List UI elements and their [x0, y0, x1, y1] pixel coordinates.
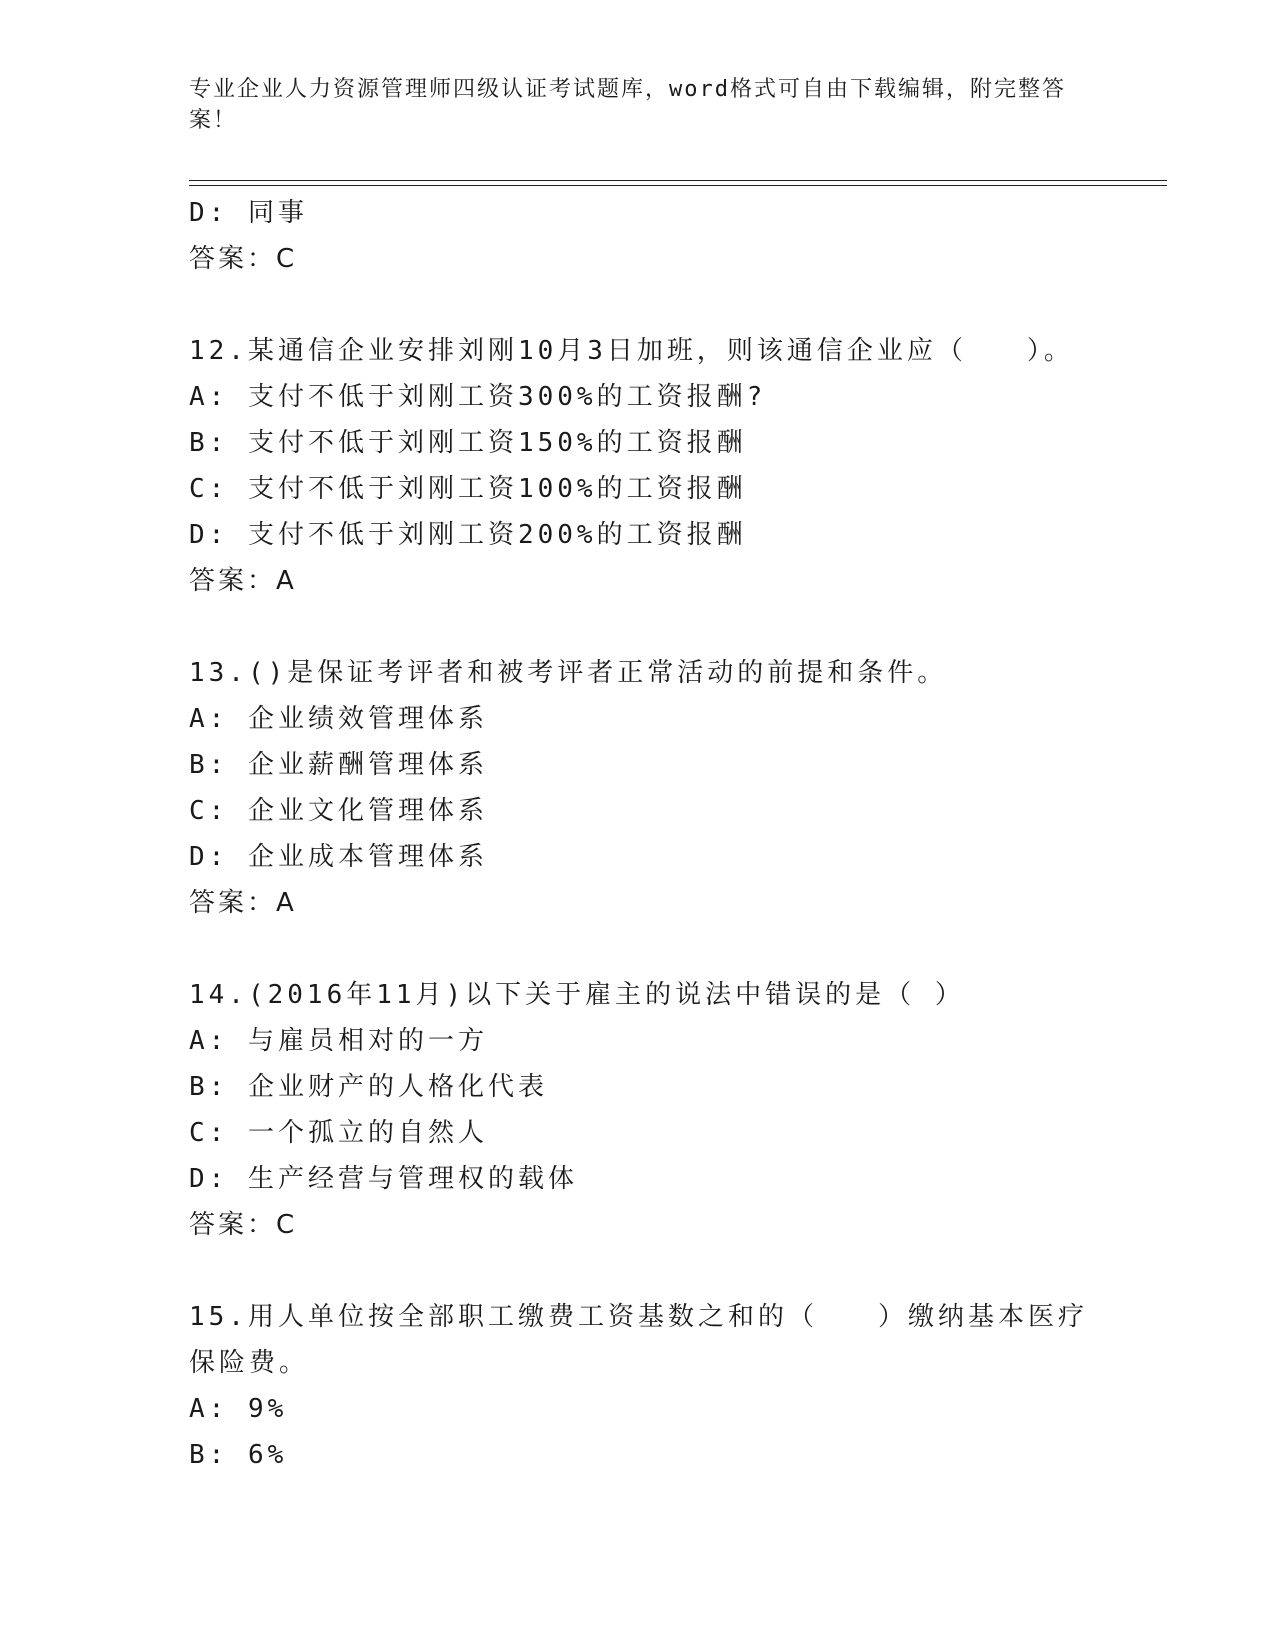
option-d: D: 同事: [189, 198, 308, 228]
answer-line: 答案：C: [189, 244, 298, 274]
spacer: [189, 282, 1089, 328]
question-text: 13.()是保证考评者和被考评者正常活动的前提和条件。: [189, 658, 948, 688]
question-text: 14.(2016年11月)以下关于雇主的说法中错误的是（ ）: [189, 980, 965, 1010]
option-d: D: 支付不低于刘刚工资200%的工资报酬: [189, 520, 747, 550]
option-c: C: 一个孤立的自然人: [189, 1118, 488, 1148]
question-text: 15.用人单位按全部职工缴费工资基数之和的（ ）缴纳基本医疗保险费。: [189, 1302, 1088, 1378]
option-b: B: 6%: [189, 1440, 288, 1470]
option-b: B: 企业薪酬管理体系: [189, 750, 488, 780]
option-d: D: 企业成本管理体系: [189, 842, 488, 872]
option-a: A: 9%: [189, 1394, 288, 1424]
option-b: B: 支付不低于刘刚工资150%的工资报酬: [189, 428, 747, 458]
header-divider-top: [189, 180, 1167, 181]
spacer: [189, 926, 1089, 972]
option-d: D: 生产经营与管理权的载体: [189, 1164, 578, 1194]
option-a: A: 与雇员相对的一方: [189, 1026, 488, 1056]
answer-line: 答案：A: [189, 566, 297, 596]
option-a: A: 支付不低于刘刚工资300%的工资报酬?: [189, 382, 767, 412]
question-text: 12.某通信企业安排刘刚10月3日加班，则该通信企业应（ ）。: [189, 336, 1074, 366]
answer-line: 答案：A: [189, 888, 297, 918]
header-divider-bottom: [189, 185, 1167, 186]
option-b: B: 企业财产的人格化代表: [189, 1072, 548, 1102]
question-list: [189, 190, 1089, 1478]
spacer: [189, 604, 1089, 650]
answer-line: 答案：C: [189, 1210, 298, 1240]
option-a: A: 企业绩效管理体系: [189, 704, 488, 734]
option-c: C: 企业文化管理体系: [189, 796, 488, 826]
page-header: 专业企业人力资源管理师四级认证考试题库，word格式可自由下载编辑，附完整答案！: [189, 77, 1066, 133]
option-c: C: 支付不低于刘刚工资100%的工资报酬: [189, 474, 747, 504]
spacer: [189, 1248, 1089, 1294]
